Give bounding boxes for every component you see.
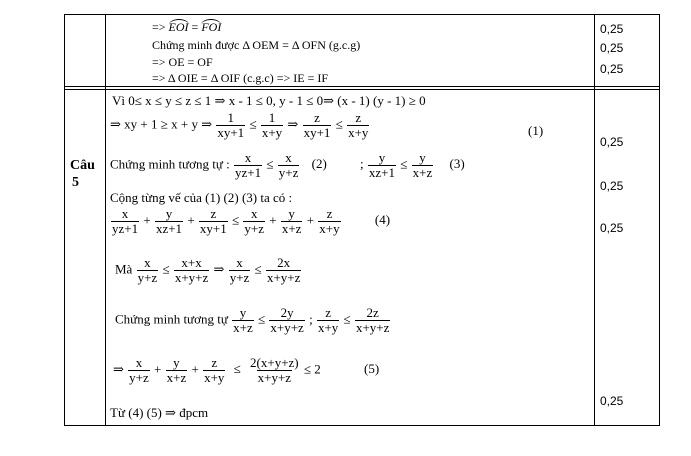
oe-of-line: => OE = OF [152, 55, 213, 69]
fraction: $\frac{z}{xy+1}$ [199, 206, 227, 236]
table-row-divider [64, 86, 660, 87]
fraction: $\frac{x}{y+z}$ [278, 150, 299, 180]
fraction: $\frac{2(x+y+z)}{x+y+z}$ [250, 355, 299, 385]
fraction: $\frac{1}{x+y}$ [261, 110, 283, 140]
proof-line-6: Mà $\frac{x}{y+z}$ ≤ $\frac{x+x}{x+y+z}$ ⇒ $\frac{x}{y+z}$ ≤ $\frac{2x}{x+y+z}$ [115, 255, 301, 285]
proof-final-line: Từ (4) (5) ⇒ đpcm [110, 405, 209, 420]
proof-line-7: Chứng minh tương tự $\frac{y}{x+z}$ ≤ $\frac{2y}{x+y+z}$ ; $\frac{z}{x+y}$ ≤ $\frac{2z}{x+y+z}$ [115, 305, 390, 335]
fraction: $\frac{x}{y+z}$ [137, 255, 158, 285]
fraction: $\frac{y}{x+z}$ [281, 206, 302, 236]
fraction: $\frac{2x}{x+y+z}$ [266, 255, 301, 285]
arc-foi: FOI [201, 20, 222, 34]
fraction: $\frac{z}{x+y}$ [204, 355, 225, 385]
fraction: $\frac{x}{y+z}$ [229, 255, 250, 285]
fraction: $\frac{2z}{x+y+z}$ [355, 305, 390, 335]
score-3: 0,25 [600, 221, 624, 235]
fraction: $\frac{y}{xz+1}$ [155, 206, 183, 236]
fraction: $\frac{z}{x+y}$ [319, 206, 340, 236]
score-1: 0,25 [600, 135, 624, 149]
fraction: $\frac{z}{xy+1}$ [303, 110, 331, 140]
score-top-3: 0,25 [600, 62, 624, 76]
fraction: $\frac{z}{x+y}$ [317, 305, 339, 335]
fraction: $\frac{x}{y+z}$ [129, 355, 149, 385]
table-border-right [659, 14, 660, 426]
fraction: $\frac{y}{x+z}$ [412, 150, 433, 180]
fraction: $\frac{z}{x+y}$ [348, 110, 369, 140]
score-2: 0,25 [600, 179, 624, 193]
oie-oif-line: => Δ OIE = Δ OIF (c.g.c) => IE = IF [152, 71, 329, 85]
proof-line-4: Cộng từng vế của (1) (2) (3) ta có : [110, 190, 293, 205]
proof-line-8: ⇒ $\frac{x}{y+z}$ + $\frac{y}{x+z}$ + $\frac{z}{x+y}$ ≤ $\frac{2(x+y+z)}{x+y+z}$ ≤ 2 (5) [113, 355, 380, 385]
proof-line-5: $\frac{x}{yz+1}$ + $\frac{y}{xz+1}$ + $\frac{z}{xy+1}$ ≤ $\frac{x}{y+z}$ + $\frac{y}{x+z}$ + $\frac{z}{x+y}$ (4) [112, 206, 391, 236]
fraction: $\frac{y}{xz+1}$ [368, 150, 396, 180]
table-top-border [64, 14, 660, 15]
table-divider-score [594, 14, 595, 426]
table-row-divider-2 [64, 89, 660, 90]
fraction: $\frac{x}{yz+1}$ [112, 206, 139, 236]
table-bottom-border [64, 425, 660, 426]
oem-ofn-line: Chứng minh được Δ OEM = Δ OFN (g.c.g) [152, 38, 361, 52]
proof-line-1: Vì 0≤ x ≤ y ≤ z ≤ 1 ⇒ x - 1 ≤ 0, y - 1 ≤ 0⇒ (x - 1) (y - 1) ≥ 0 [112, 93, 426, 108]
fraction: $\frac{2y}{x+y+z}$ [270, 305, 304, 335]
arc-eoi: EOI [168, 20, 189, 34]
fraction: $\frac{x+x}{x+y+z}$ [174, 255, 209, 285]
score-top-1: 0,25 [600, 22, 624, 36]
eoi-foi-line: => EOI = FOI [152, 20, 222, 34]
fraction: $\frac{y}{x+z}$ [166, 355, 187, 385]
table-divider-question [105, 14, 106, 426]
fraction: $\frac{y}{x+z}$ [233, 305, 253, 335]
tag-1: (1) [528, 123, 544, 138]
proof-line-2: ⇒ xy + 1 ≥ x + y ⇒ $\frac{1}{xy+1}$ ≤ $\frac{1}{x+y}$ ⇒ $\frac{z}{xy+1}$ ≤ $\frac{z}{x+y}$ [110, 110, 369, 140]
score-top-2: 0,25 [600, 41, 624, 55]
fraction: $\frac{x}{yz+1}$ [235, 150, 262, 180]
question-label: Câu [70, 158, 95, 173]
fraction: $\frac{1}{xy+1}$ [217, 110, 245, 140]
score-4: 0,25 [600, 394, 624, 408]
proof-line-3: Chứng minh tương tự : $\frac{x}{yz+1}$ ≤ $\frac{x}{y+z}$ (2) ; $\frac{y}{xz+1}$ ≤ $\frac{y}{x+z}$ (3) [110, 150, 465, 180]
table-border-left [64, 14, 65, 426]
question-number: 5 [72, 175, 79, 190]
fraction: $\frac{x}{y+z}$ [244, 206, 264, 236]
